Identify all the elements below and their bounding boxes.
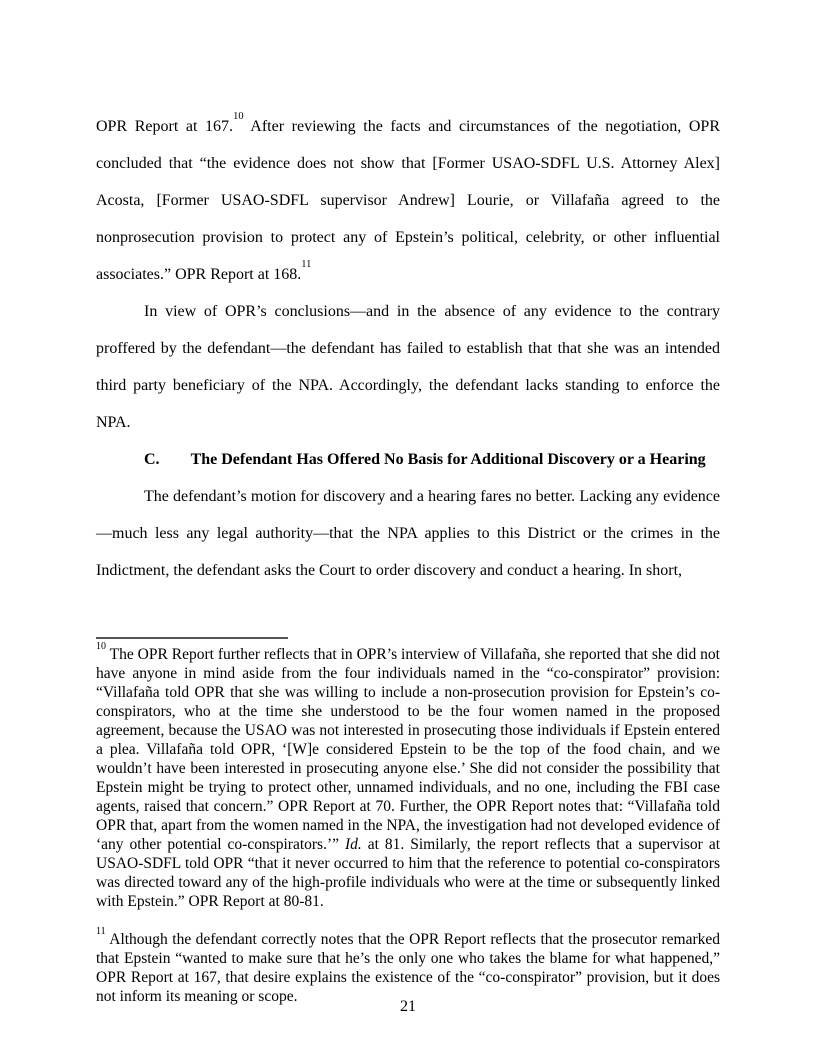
footnote-11 [96, 925, 720, 1006]
paragraph-text: OPR Report at 167. [96, 118, 234, 135]
section-heading-label: C. [144, 451, 160, 468]
page-number: 21 [400, 998, 416, 1015]
body-text [96, 108, 720, 589]
body-paragraph-1 [96, 108, 720, 293]
footnote-marker-10: 10 [96, 640, 106, 652]
footnote-reference-11: 11 [301, 258, 312, 270]
footnote-text: The OPR Report further reflects that in OPR’s interview of Villafaña, she reported that she did not have anyone in mind aside from the four individuals named in the “co-conspirator” provision: “Villafaña told OPR that she was willing to include a non-prosecution provision for Epstein’s co-conspirators, who at the time she understood to be the four women named in the proposed agreement, because the USAO was not interested in prosecuting those individuals if Epstein entered a plea. Villafaña told OPR, ‘[W]e considered Epstein to be the top of the food chain, and we wouldn’t have been interested in prosecuting anyone else.’ She did not consider the possibility that Epstein might be trying to protect other, unnamed individuals, and no one, including the FBI case agents, raised that concern.” OPR Report at 70. Further, the OPR Report notes that: “Villafaña told OPR that, apart from the women named in the NPA, the investigation had not developed evidence of ‘any other potential co-conspirators.’” [96, 646, 720, 853]
footnote-citation-id: Id. [344, 836, 362, 853]
footnote-marker-11: 11 [96, 925, 106, 937]
footnote-text: Although the defendant correctly notes that the OPR Report reflects that the prosecutor remarked that Epstein “wanted to make sure that he’s the only one who takes the blame for what happened,” OPR Report at 167, that desire explains the existence of the “co-conspirator” provision, but it does not inform its meaning or scope. [96, 931, 720, 1005]
paragraph-text: After reviewing the facts and circumstances of the negotiation, OPR concluded that “the evidence does not show that [Former USAO-SDFL U.S. Attorney Alex] Acosta, [Former USAO-SDFL supervisor Andrew] Lourie, or Villafaña agreed to the nonprosecution provision to protect any of Epstein’s political, celebrity, or other influential associates.” OPR Report at 168. [96, 118, 721, 283]
body-paragraph-2: In view of OPR’s conclusions—and in the absence of any evidence to the contrary proffered by the defendant—the defendant has failed to establish that that she was an intended third party beneficiary of the NPA. Accordingly, the defendant lacks standing to enforce the NPA. [96, 303, 720, 431]
footnote-area [96, 637, 720, 1006]
section-heading-title: The Defendant Has Offered No Basis for Additional Discovery or a Hearing [190, 451, 706, 468]
footnote-reference-10: 10 [233, 110, 244, 122]
footnote-10 [96, 640, 720, 911]
footnote-text: at 81. Similarly, the report reflects that a supervisor at USAO-SDFL told OPR “that it never occurred to him that the reference to potential co-conspirators was directed toward any of the high-profile individuals who were at the time or subsequently linked with Epstein.” OPR Report at 80-81. [96, 836, 720, 910]
body-paragraph-3: The defendant’s motion for discovery and a hearing fares no better. Lacking any evidence—much less any legal authority—that the NPA applies to this District or the crimes in the Indictment, the defendant asks the Court to order discovery and conduct a hearing. In short, [96, 488, 720, 579]
footnote-separator-rule [96, 637, 288, 639]
section-heading-c [96, 441, 720, 478]
